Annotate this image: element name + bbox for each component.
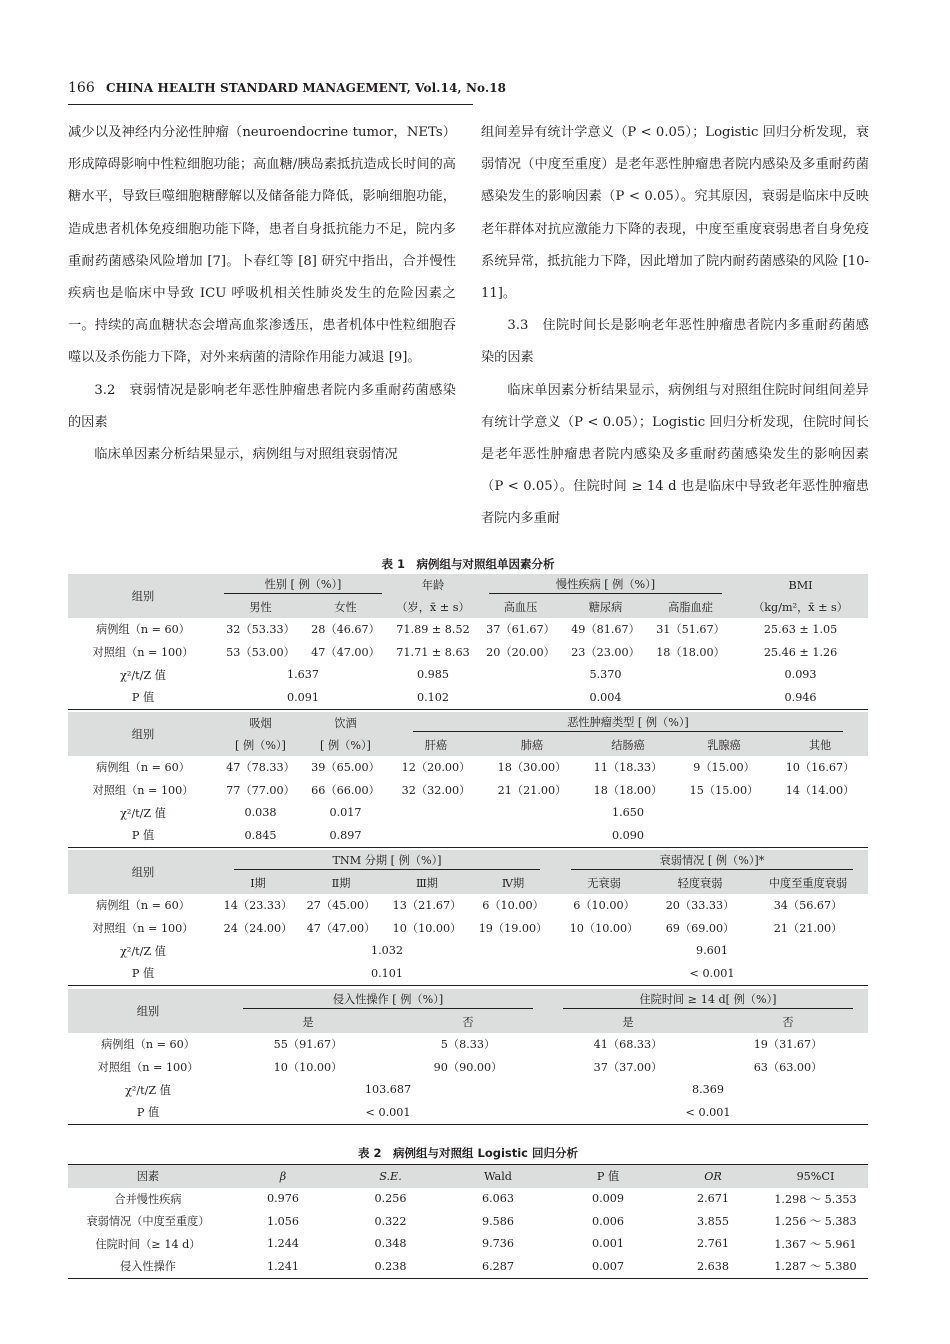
table-row (68, 1255, 868, 1278)
header-liver: 肝癌 (388, 734, 484, 756)
cell: 69（69.00） (665, 922, 735, 936)
cell: 0.017 (329, 806, 362, 820)
cell: 71.89 ± 8.52 (396, 622, 470, 636)
table-row (68, 801, 868, 824)
table-row (68, 917, 868, 940)
cell: 18（18.00） (593, 784, 663, 798)
cell: 2.638 (696, 1259, 730, 1273)
group-header: 组别 (68, 850, 218, 894)
cell: 14（23.33） (223, 899, 293, 913)
table1-title: 表 1 病例组与对照组单因素分析 (381, 557, 555, 571)
cell: < 0.001 (228, 1101, 548, 1124)
table-row (68, 962, 868, 985)
row-label: 对照组（n = 100） (92, 784, 194, 798)
cell: 53（53.00） (226, 646, 295, 660)
header-unit: [ 例（%）] (303, 734, 388, 756)
cell: 1.244 (266, 1237, 300, 1251)
header-mild-frailty: 轻度衰弱 (652, 872, 748, 894)
right-column (481, 117, 869, 536)
header-or: OR (663, 1165, 763, 1188)
cell: < 0.001 (548, 1101, 868, 1124)
cell: 0.348 (374, 1237, 407, 1251)
paragraph: 临床单因素分析结果显示，病例组与对照组衰弱情况 (94, 447, 398, 463)
page-number: 166 (68, 80, 95, 96)
header-tnm: TNM 分期 [ 例（%）] (234, 852, 539, 870)
cell: 1.637 (286, 668, 320, 682)
cell: 21（21.00） (773, 922, 843, 936)
cell: 0.985 (416, 668, 450, 682)
journal-title: CHINA HEALTH STANDARD MANAGEMENT, Vol.14, No.18 (106, 81, 507, 95)
row-label: 对照组（n = 100） (97, 1061, 199, 1075)
header-tumor: 恶性肿瘤类型 [ 例（%）] (413, 714, 843, 732)
table-row (68, 641, 868, 664)
cell: 19（19.00） (478, 922, 548, 936)
header-rule (68, 104, 473, 105)
cell: 66（66.00） (311, 784, 380, 798)
table2-title: 表 2 病例组与对照组 Logistic 回归分析 (357, 1146, 578, 1160)
table-row (68, 779, 868, 802)
left-column (68, 117, 456, 471)
cell: 10（16.67） (785, 761, 855, 775)
cell: 1.287 ～ 5.380 (774, 1260, 857, 1274)
cell: 49（81.67） (571, 623, 640, 637)
header-no: 否 (708, 1011, 868, 1033)
row-label: χ²/t/Z 值 (125, 1083, 171, 1097)
table-row (68, 756, 868, 779)
header-drink: 饮酒 (303, 712, 388, 734)
header-no: 否 (388, 1011, 548, 1033)
header-breast: 乳腺癌 (676, 734, 772, 756)
row-label: P 值 (68, 1101, 228, 1124)
header-yes: 是 (228, 1011, 388, 1033)
row-label: P 值 (68, 962, 218, 985)
header-other: 其他 (772, 734, 868, 756)
cell: 0.090 (388, 824, 868, 847)
cell: 10（10.00） (392, 922, 462, 936)
row-label: 对照组（n = 100） (92, 646, 194, 660)
cell: 0.238 (374, 1259, 407, 1273)
header-factor: 因素 (68, 1165, 228, 1188)
cell: 0.322 (374, 1214, 407, 1228)
table-row (68, 939, 868, 962)
table-row (68, 1078, 868, 1101)
table-row (68, 1101, 868, 1124)
cell: 15（15.00） (689, 784, 759, 798)
header-dm: 糖尿病 (563, 596, 648, 618)
row-label: 病例组（n = 60） (96, 623, 190, 637)
cell: 37（37.00） (593, 1061, 663, 1075)
cell: 9.736 (481, 1237, 515, 1251)
table2 (68, 1164, 868, 1279)
table2-header-row (68, 1165, 868, 1188)
header-stage-i: Ⅰ期 (218, 872, 298, 894)
section-heading: 3.2 衰弱情况是影响老年恶性肿瘤患者院内多重耐药菌感染的因素 (68, 382, 456, 430)
group-header: 组别 (68, 574, 218, 618)
header-hl: 高脂血症 (648, 596, 733, 618)
header-invasive: 侵入性操作 [ 例（%）] (243, 991, 533, 1009)
cell: 0.038 (244, 806, 277, 820)
header-stay: 住院时间 ≥ 14 d[ 例（%）] (563, 991, 853, 1009)
cell: 0.009 (591, 1192, 625, 1206)
cell: 0.946 (733, 686, 868, 709)
cell: 合并慢性疾病 (114, 1192, 182, 1206)
row-label: 病例组（n = 60） (96, 899, 190, 913)
row-label: 病例组（n = 60） (96, 761, 190, 775)
table1-section-tnm-frailty (68, 850, 868, 986)
cell: 23（23.00） (571, 646, 640, 660)
cell: 10（10.00） (569, 922, 639, 936)
table1-section-tumor (68, 712, 868, 848)
cell: 32（53.33） (226, 623, 295, 637)
page-header (68, 80, 868, 102)
cell: 6.063 (481, 1192, 515, 1206)
paragraph: 组间差异有统计学意义（P < 0.05）；Logistic 回归分析发现，衰弱情况（中度至重度）是老年恶性肿瘤患者院内感染及多重耐药菌感染发生的影响因素（P < 0.05）。究其原因，衰弱是临床中反映老年群体对抗应激能力下降的表现，中度至重度衰弱患者自身免疫系统异常，抵抗能力下降，因此增加了院内耐药菌感染的风险 [10-11]。 (481, 125, 869, 302)
cell: 1.056 (266, 1214, 300, 1228)
header-unit: [ 例（%）] (218, 734, 303, 756)
table-row (68, 824, 868, 847)
cell: 0.006 (591, 1214, 625, 1228)
cell: 住院时间（≥ 14 d） (95, 1237, 201, 1251)
group-header: 组别 (68, 712, 218, 756)
section-heading: 3.3 住院时间长是影响老年恶性肿瘤患者院内多重耐药菌感染的因素 (481, 318, 869, 366)
cell: 9.586 (481, 1214, 515, 1228)
row-label: χ²/t/Z 值 (120, 806, 166, 820)
header-bmi-unit: （kg/m²，x̄ ± s） (733, 596, 868, 618)
cell: 55（91.67） (273, 1038, 343, 1052)
header-chronic: 慢性疾病 [ 例（%）] (489, 576, 721, 594)
group-header: 组别 (68, 989, 228, 1033)
row-label: χ²/t/Z 值 (120, 944, 166, 958)
cell: 77（77.00） (226, 784, 295, 798)
table-row (68, 1188, 868, 1211)
cell: 6.287 (481, 1259, 515, 1273)
row-label: P 值 (68, 686, 218, 709)
cell: 63（63.00） (753, 1061, 823, 1075)
header-beta: β (228, 1165, 338, 1188)
cell: 8.369 (691, 1083, 725, 1097)
cell: 39（65.00） (311, 761, 380, 775)
header-frailty: 衰弱情况 [ 例（%）]* (571, 852, 854, 870)
row-label: 对照组（n = 100） (92, 922, 194, 936)
cell: 5（8.33） (440, 1038, 496, 1052)
cell: 0.091 (218, 686, 388, 709)
header-stage-ii: Ⅱ期 (298, 872, 384, 894)
cell: 6（10.00） (482, 899, 544, 913)
header-ci: 95%CI (763, 1165, 868, 1188)
cell: 31（51.67） (656, 623, 725, 637)
header-yes: 是 (548, 1011, 708, 1033)
row-label: χ²/t/Z 值 (120, 668, 166, 682)
cell: 2.761 (696, 1237, 730, 1251)
header-sex: 性别 [ 例（%）] (224, 576, 382, 594)
cell: 18（30.00） (497, 761, 567, 775)
cell: 侵入性操作 (120, 1260, 176, 1274)
cell: 27（45.00） (306, 899, 376, 913)
cell: 41（68.33） (593, 1038, 663, 1052)
cell: 1.241 (266, 1259, 300, 1273)
cell: 21（21.00） (497, 784, 567, 798)
table1-section-invasive-stay (68, 989, 868, 1125)
cell: 37（61.67） (486, 623, 555, 637)
cell: 0.007 (591, 1259, 625, 1273)
cell: 1.032 (370, 944, 404, 958)
cell: 34（56.67） (773, 899, 843, 913)
cell: 103.687 (364, 1083, 412, 1097)
cell: 9（15.00） (693, 761, 755, 775)
header-no-frailty: 无衰弱 (556, 872, 652, 894)
cell: 1.650 (612, 806, 645, 820)
cell: 25.63 ± 1.05 (763, 622, 838, 636)
header-bmi: BMI (733, 574, 868, 596)
header-stage-iii: Ⅲ期 (384, 872, 470, 894)
table-row (68, 894, 868, 917)
paragraph: 临床单因素分析结果显示，病例组与对照组住院时间组间差异有统计学意义（P < 0.05）；Logistic 回归分析发现，住院时间长是老年恶性肿瘤患者院内感染及多重耐药菌感染发生的影响因素（P < 0.05）。住院时间 ≥ 14 d 也是临床中导致老年恶性肿瘤患者院内多重耐 (481, 382, 869, 527)
header-colon: 结肠癌 (580, 734, 676, 756)
cell: 1.256 ～ 5.383 (774, 1215, 857, 1229)
table-row (68, 663, 868, 686)
cell: 20（33.33） (665, 899, 735, 913)
cell: 24（24.00） (223, 922, 293, 936)
cell: 20（20.00） (486, 646, 555, 660)
cell: 9.601 (696, 944, 729, 958)
cell: 0.845 (218, 824, 303, 847)
header-age-unit: （岁，x̄ ± s） (388, 596, 478, 618)
cell: 1.298 ～ 5.353 (774, 1192, 857, 1206)
table-row (68, 618, 868, 641)
header-age: 年龄 (388, 574, 478, 596)
table-row (68, 1033, 868, 1056)
cell: 47（47.00） (306, 922, 376, 936)
cell: 18（18.00） (656, 646, 725, 660)
cell: 1.367 ～ 5.961 (774, 1237, 857, 1251)
cell: 19（31.67） (753, 1038, 823, 1052)
cell: 6（10.00） (573, 899, 635, 913)
cell: 47（78.33） (226, 761, 295, 775)
table-row (68, 1233, 868, 1256)
header-male: 男性 (218, 596, 303, 618)
table-row (68, 686, 868, 709)
header-female: 女性 (303, 596, 388, 618)
cell: 0.101 (218, 962, 556, 985)
paragraph: 减少以及神经内分泌性肿瘤（neuroendocrine tumor，NETs）形成障碍影响中性粒细胞功能；高血糖/胰岛素抵抗造成长时间的高糖水平，导致巨噬细胞糖酵解以及储备能力降低，影响细胞功能，造成患者机体免疫细胞功能下降，患者自身抵抗能力不足，院内多重耐药菌感染风险增加 [7]。卜春红等 [8] 研究中指出，合并慢性疾病也是临床中导致 ICU 呼吸机相关性肺炎发生的危险因素之一。持续的高血糖状态会增高血浆渗透压，患者机体中性粒细胞吞噬以及杀伤能力下降，对外来病菌的清除作用能力减退 [9]。 (68, 125, 456, 366)
header-wald: Wald (443, 1165, 553, 1188)
cell: 0.001 (591, 1237, 625, 1251)
cell: < 0.001 (556, 962, 868, 985)
cell: 13（21.67） (392, 899, 462, 913)
cell: 衰弱情况（中度至重度） (86, 1215, 210, 1229)
cell: 2.671 (696, 1192, 730, 1206)
cell: 47（47.00） (311, 646, 380, 660)
cell: 25.46 ± 1.26 (763, 645, 838, 659)
table1-section-demographics (68, 574, 868, 710)
header-stage-iv: Ⅳ期 (470, 872, 556, 894)
row-label: 病例组（n = 60） (101, 1038, 195, 1052)
table-row (68, 1210, 868, 1233)
cell: 0.976 (266, 1192, 300, 1206)
cell: 32（32.00） (401, 784, 471, 798)
header-severe-frailty: 中度至重度衰弱 (748, 872, 868, 894)
table-row (68, 1056, 868, 1079)
header-htn: 高血压 (478, 596, 563, 618)
header-lung: 肺癌 (484, 734, 580, 756)
cell: 0.102 (388, 686, 478, 709)
header-smoke: 吸烟 (218, 712, 303, 734)
cell: 10（10.00） (273, 1061, 343, 1075)
cell: 14（14.00） (785, 784, 855, 798)
header-p: P 值 (553, 1165, 663, 1188)
cell: 28（46.67） (311, 623, 380, 637)
cell: 5.370 (589, 668, 622, 682)
header-se: S.E. (338, 1165, 443, 1188)
cell: 11（18.33） (593, 761, 663, 775)
cell: 0.897 (303, 824, 388, 847)
row-label: P 值 (68, 824, 218, 847)
cell: 12（20.00） (401, 761, 471, 775)
cell: 0.004 (478, 686, 733, 709)
cell: 3.855 (696, 1214, 730, 1228)
cell: 71.71 ± 8.63 (396, 645, 470, 659)
cell: 0.093 (784, 668, 817, 682)
cell: 90（90.00） (433, 1061, 503, 1075)
cell: 0.256 (374, 1192, 407, 1206)
